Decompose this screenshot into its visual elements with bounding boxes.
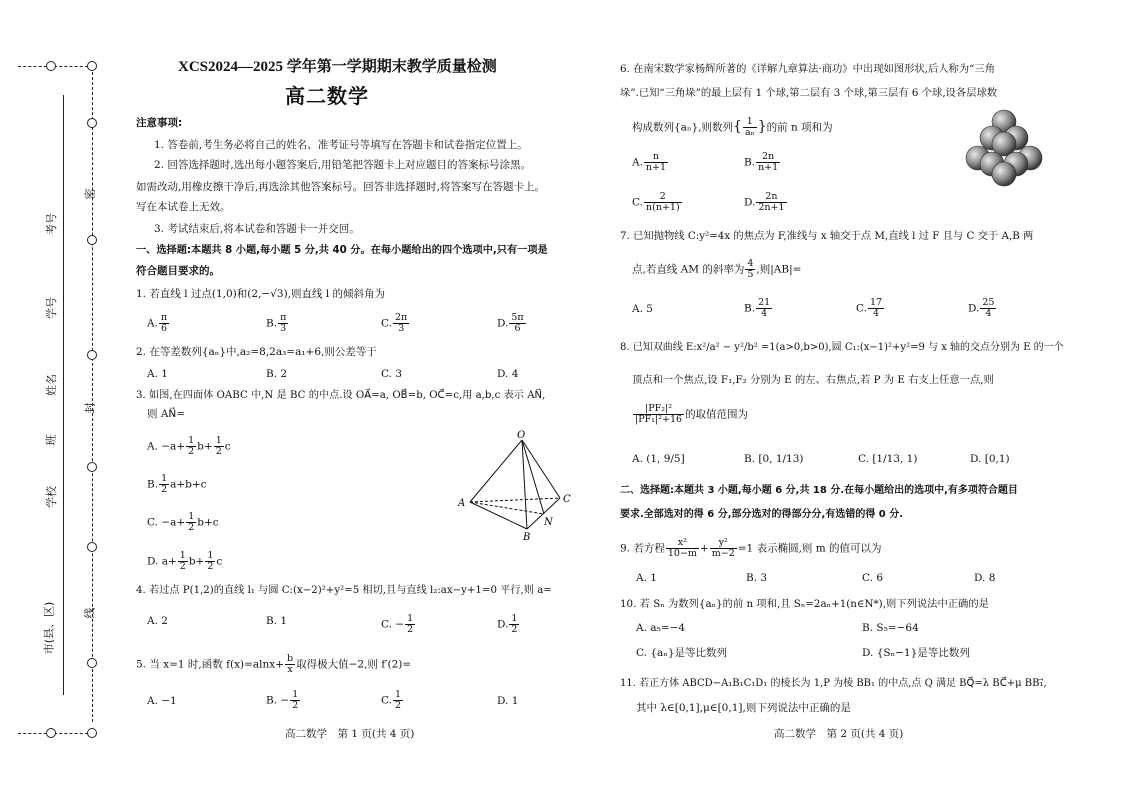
binding-hole-1 [46,61,56,71]
q3-stem-2: 则 AN⃗= [147,408,186,420]
q5-option-a[interactable]: A. −1 [147,695,177,707]
q1-option-b[interactable]: B. $\frac{\pi}{3}$ [266,312,287,334]
q3-stem: 3. 如图,在四面体 OABC 中,N 是 BC 的中点.设 OA⃗=a, OB⃗=b, OC⃗=c,用 a,b,c 表示 AN⃗, [136,390,546,401]
q9-option-a[interactable]: A. 1 [636,572,657,584]
exam-title: XCS2024—2025 学年第一学期期末教学质量检测 [178,59,497,75]
cut-mark-mi: 密 [83,188,97,200]
note-1: 1. 答卷前,考生务必将自己的姓名、准考证号等填写在答题卡和试卷指定位置上。 [154,139,528,151]
note-2: 2. 回答选择题时,选出每小题答案后,用铅笔把答题卡上对应题目的答案标号涂黑。 [154,159,532,171]
q10-option-a[interactable]: A. a₅=−4 [636,622,686,634]
q6-line-3: 构成数列{aₙ},则数列{ $\frac{1}{\text{aₙ}}$ }的前 n 项和为 [632,116,833,138]
q10-option-c[interactable]: C. {aₙ}是等比数列 [636,647,727,659]
q1-stem: 1. 若直线 l 过点(1,0)和(2,−√3),则直线 l 的倾斜角为 [136,288,386,300]
q9-option-d[interactable]: D. 8 [974,572,996,584]
q4-option-c[interactable]: C. − $\frac{1}{2}$ [381,613,414,635]
q3-option-b[interactable]: B. $\frac{1}{2}$ a+b+c [147,473,207,495]
field-student-no: 学号 [45,297,58,319]
q6-line-1: 6. 在南宋数学家杨辉所著的《详解九章算法·商功》中出现如图形状,后人称为“三角 [620,63,995,75]
q8-option-b[interactable]: B. [0, 1/13) [744,453,804,465]
q10-stem: 10. 若 Sₙ 为数列{aₙ}的前 n 项和,且 Sₙ=2aₙ+1(n∈N*),则下列说法中正确的是 [620,598,989,610]
q3-option-c[interactable]: C. −a+ $\frac{1}{2}$ b+c [147,511,219,533]
footer-page-1: 高二数学 第 1 页(共 4 页) [285,728,415,740]
q1-d-frac: $\frac{5\pi}{6}$ [511,312,524,334]
section2-heading-2: 要求.全部选对的得 6 分,部分选对的得部分分,有选错的得 0 分. [620,509,904,520]
binding-hole-2 [87,61,97,71]
q7-option-a[interactable]: A. 5 [632,303,653,315]
ball-pile-figure [962,108,1046,190]
binding-hole-4 [87,235,97,245]
field-name: 姓名 [45,374,58,396]
cut-mark-xian: 线 [83,607,97,619]
q4-stem: 4. 若过点 P(1,2)的直线 l₁ 与圆 C:(x−2)²+y²=5 相切,且与直线 l₂:ax−y+1=0 平行,则 a= [136,585,552,596]
field-exam-no: 考号 [45,213,58,235]
q4-option-a[interactable]: A. 2 [147,615,168,627]
field-city: 市(县、区) [42,601,56,655]
q3-option-d[interactable]: D. a+ $\frac{1}{2}$ b+ $\frac{1}{2}$ c [147,550,223,572]
q9-stem: 9. 若方程 $\frac{\text{x²}}{10-m}$ + $\frac{\text{y²}}{m-2}$ =1 表示椭圆,则 m 的值可以为 [620,537,882,559]
q1-option-d[interactable]: D. $\frac{5\pi}{6}$ [497,312,524,334]
q1-b-frac: $\frac{\pi}{3}$ [280,312,287,334]
note-2-cont: 如需改动,用橡皮擦干净后,再选涂其他答案标号。回答非选择题时,将答案写在答题卡上。 [136,181,546,193]
q7-option-b[interactable]: B. $\frac{21}{4}$ [744,297,771,319]
q1-c-frac: $\frac{2\pi}{3}$ [395,312,408,334]
section1-heading-2: 符合题目要求的。 [136,265,220,277]
field-school: 学校 [45,486,58,508]
binding-hole-10 [87,728,97,738]
notes-heading: 注意事项: [136,117,183,129]
q7-option-c[interactable]: C. $\frac{17}{4}$ [856,297,883,319]
q8-line-3: $\frac{\text{|PF₂|²}}{\text{|PF₁|²+16}}$ 的取值范围为 [635,403,749,425]
q5-option-c[interactable]: C. $\frac{1}{2}$ [381,689,402,711]
q9-option-b[interactable]: B. 3 [746,572,768,584]
note-2-end: 写在本试卷上无效。 [136,201,231,213]
q5-option-b[interactable]: B. − $\frac{1}{2}$ [266,689,299,711]
q8-option-d[interactable]: D. [0,1) [970,453,1010,465]
q7-line-2: 点,若直线 AM 的斜率为 $\frac{4}{5}$ ,则|AB|= [632,258,802,280]
q3-option-a[interactable]: A. −a+ $\frac{1}{2}$ b+ $\frac{1}{2}$ c [147,435,231,457]
note-3: 3. 考试结束后,将本试卷和答题卡一并交回。 [154,223,360,235]
footer-page-2: 高二数学 第 2 页(共 4 页) [774,728,904,740]
q5-stem: 5. 当 x=1 时,函数 f(x)=alnx+ $\frac{b}{x}$ 取得极大值−2,则 f′(2)= [136,653,412,675]
binding-hole-3 [87,118,97,128]
label-b: B [523,532,531,543]
q8-line-2: 顶点和一个焦点,设 F₁,F₂ 分别为 E 的左、右焦点,若 P 为 E 右支上任意一点,则 [632,374,994,386]
q2-stem: 2. 在等差数列{aₙ}中,a₂=8,2a₃=a₁+6,则公差等于 [136,346,377,358]
tetrahedron-figure [455,428,580,543]
q2-option-a[interactable]: A. 1 [147,368,168,380]
binding-hole-5 [87,350,97,360]
q11-line-2: 其中 λ∈[0,1],μ∈[0,1],则下列说法中正确的是 [636,702,851,714]
q6-option-b[interactable]: B. $\frac{2n}{n+1}$ [744,151,779,173]
section2-heading: 二、选择题:本题共 3 小题,每小题 6 分,共 18 分.在每小题给出的选项中,有多项符合题目 [620,485,1018,496]
binding-hole-8 [87,658,97,668]
q6-option-a[interactable]: A. $\frac{n}{n+1}$ [632,151,667,173]
binding-hole-6 [87,462,97,472]
label-o: O [517,430,526,441]
section1-heading: 一、选择题:本题共 8 小题,每小题 5 分,共 40 分。在每小题给出的四个选项中,只有一项是 [136,245,548,256]
q6-line-2: 垛”.已知“三角垛”的最上层有 1 个球,第二层有 3 个球,第三层有 6 个球,设各层球数 [620,87,998,99]
q8-option-a[interactable]: A. (1, 9/5] [632,453,685,465]
q1-a-frac: $\frac{\pi}{6}$ [160,312,168,334]
label-c: C [563,494,571,505]
q1-option-c[interactable]: C. $\frac{2\pi}{3}$ [381,312,408,334]
q7-line-1: 7. 已知抛物线 C:y²=4x 的焦点为 F,准线与 x 轴交于点 M,直线 l 过 F 且与 C 交于 A,B 两 [620,230,1034,242]
q10-option-d[interactable]: D. {Sₙ−1}是等比数列 [862,647,970,659]
q6-option-d[interactable]: D. $\frac{2n}{2n+1}$ [744,191,785,213]
q2-option-d[interactable]: D. 4 [497,368,519,380]
q6-option-c[interactable]: C. $\frac{2}{n(n+1)}$ [632,191,680,213]
q1-option-a[interactable]: A. $\frac{\pi}{6}$ [147,312,168,334]
q4-option-b[interactable]: B. 1 [266,615,288,627]
q8-line-1: 8. 已知双曲线 E:x²/a² − y²/b² =1(a>0,b>0),圆 C₁:(x−1)²+y²=9 与 x 轴的交点分别为 E 的一个 [620,342,1064,353]
q7-option-d[interactable]: D. $\frac{25}{4}$ [968,297,995,319]
label-a: A [458,498,466,509]
q8-option-c[interactable]: C. [1/13, 1) [858,453,918,465]
q11-line-1: 11. 若正方体 ABCD−A₁B₁C₁D₁ 的棱长为 1,P 为棱 BB₁ 的中点,点 Q 满足 BQ⃗=λ BC⃗+μ BB₁⃗, [620,678,1047,689]
cut-mark-feng: 封 [83,402,97,414]
q4-option-d[interactable]: D. $\frac{1}{2}$ [497,613,518,635]
subject-title: 高二数学 [285,84,369,108]
q2-option-c[interactable]: C. 3 [381,368,403,380]
binding-dash-line [92,72,93,722]
label-n: N [544,517,553,528]
q5-option-d[interactable]: D. 1 [497,695,519,707]
binding-hole-9 [46,728,56,738]
q9-option-c[interactable]: C. 6 [862,572,884,584]
field-line [63,95,64,695]
binding-hole-7 [87,542,97,552]
q10-option-b[interactable]: B. S₅=−64 [862,622,919,634]
q2-option-b[interactable]: B. 2 [266,368,288,380]
field-class: 班 [44,434,58,446]
